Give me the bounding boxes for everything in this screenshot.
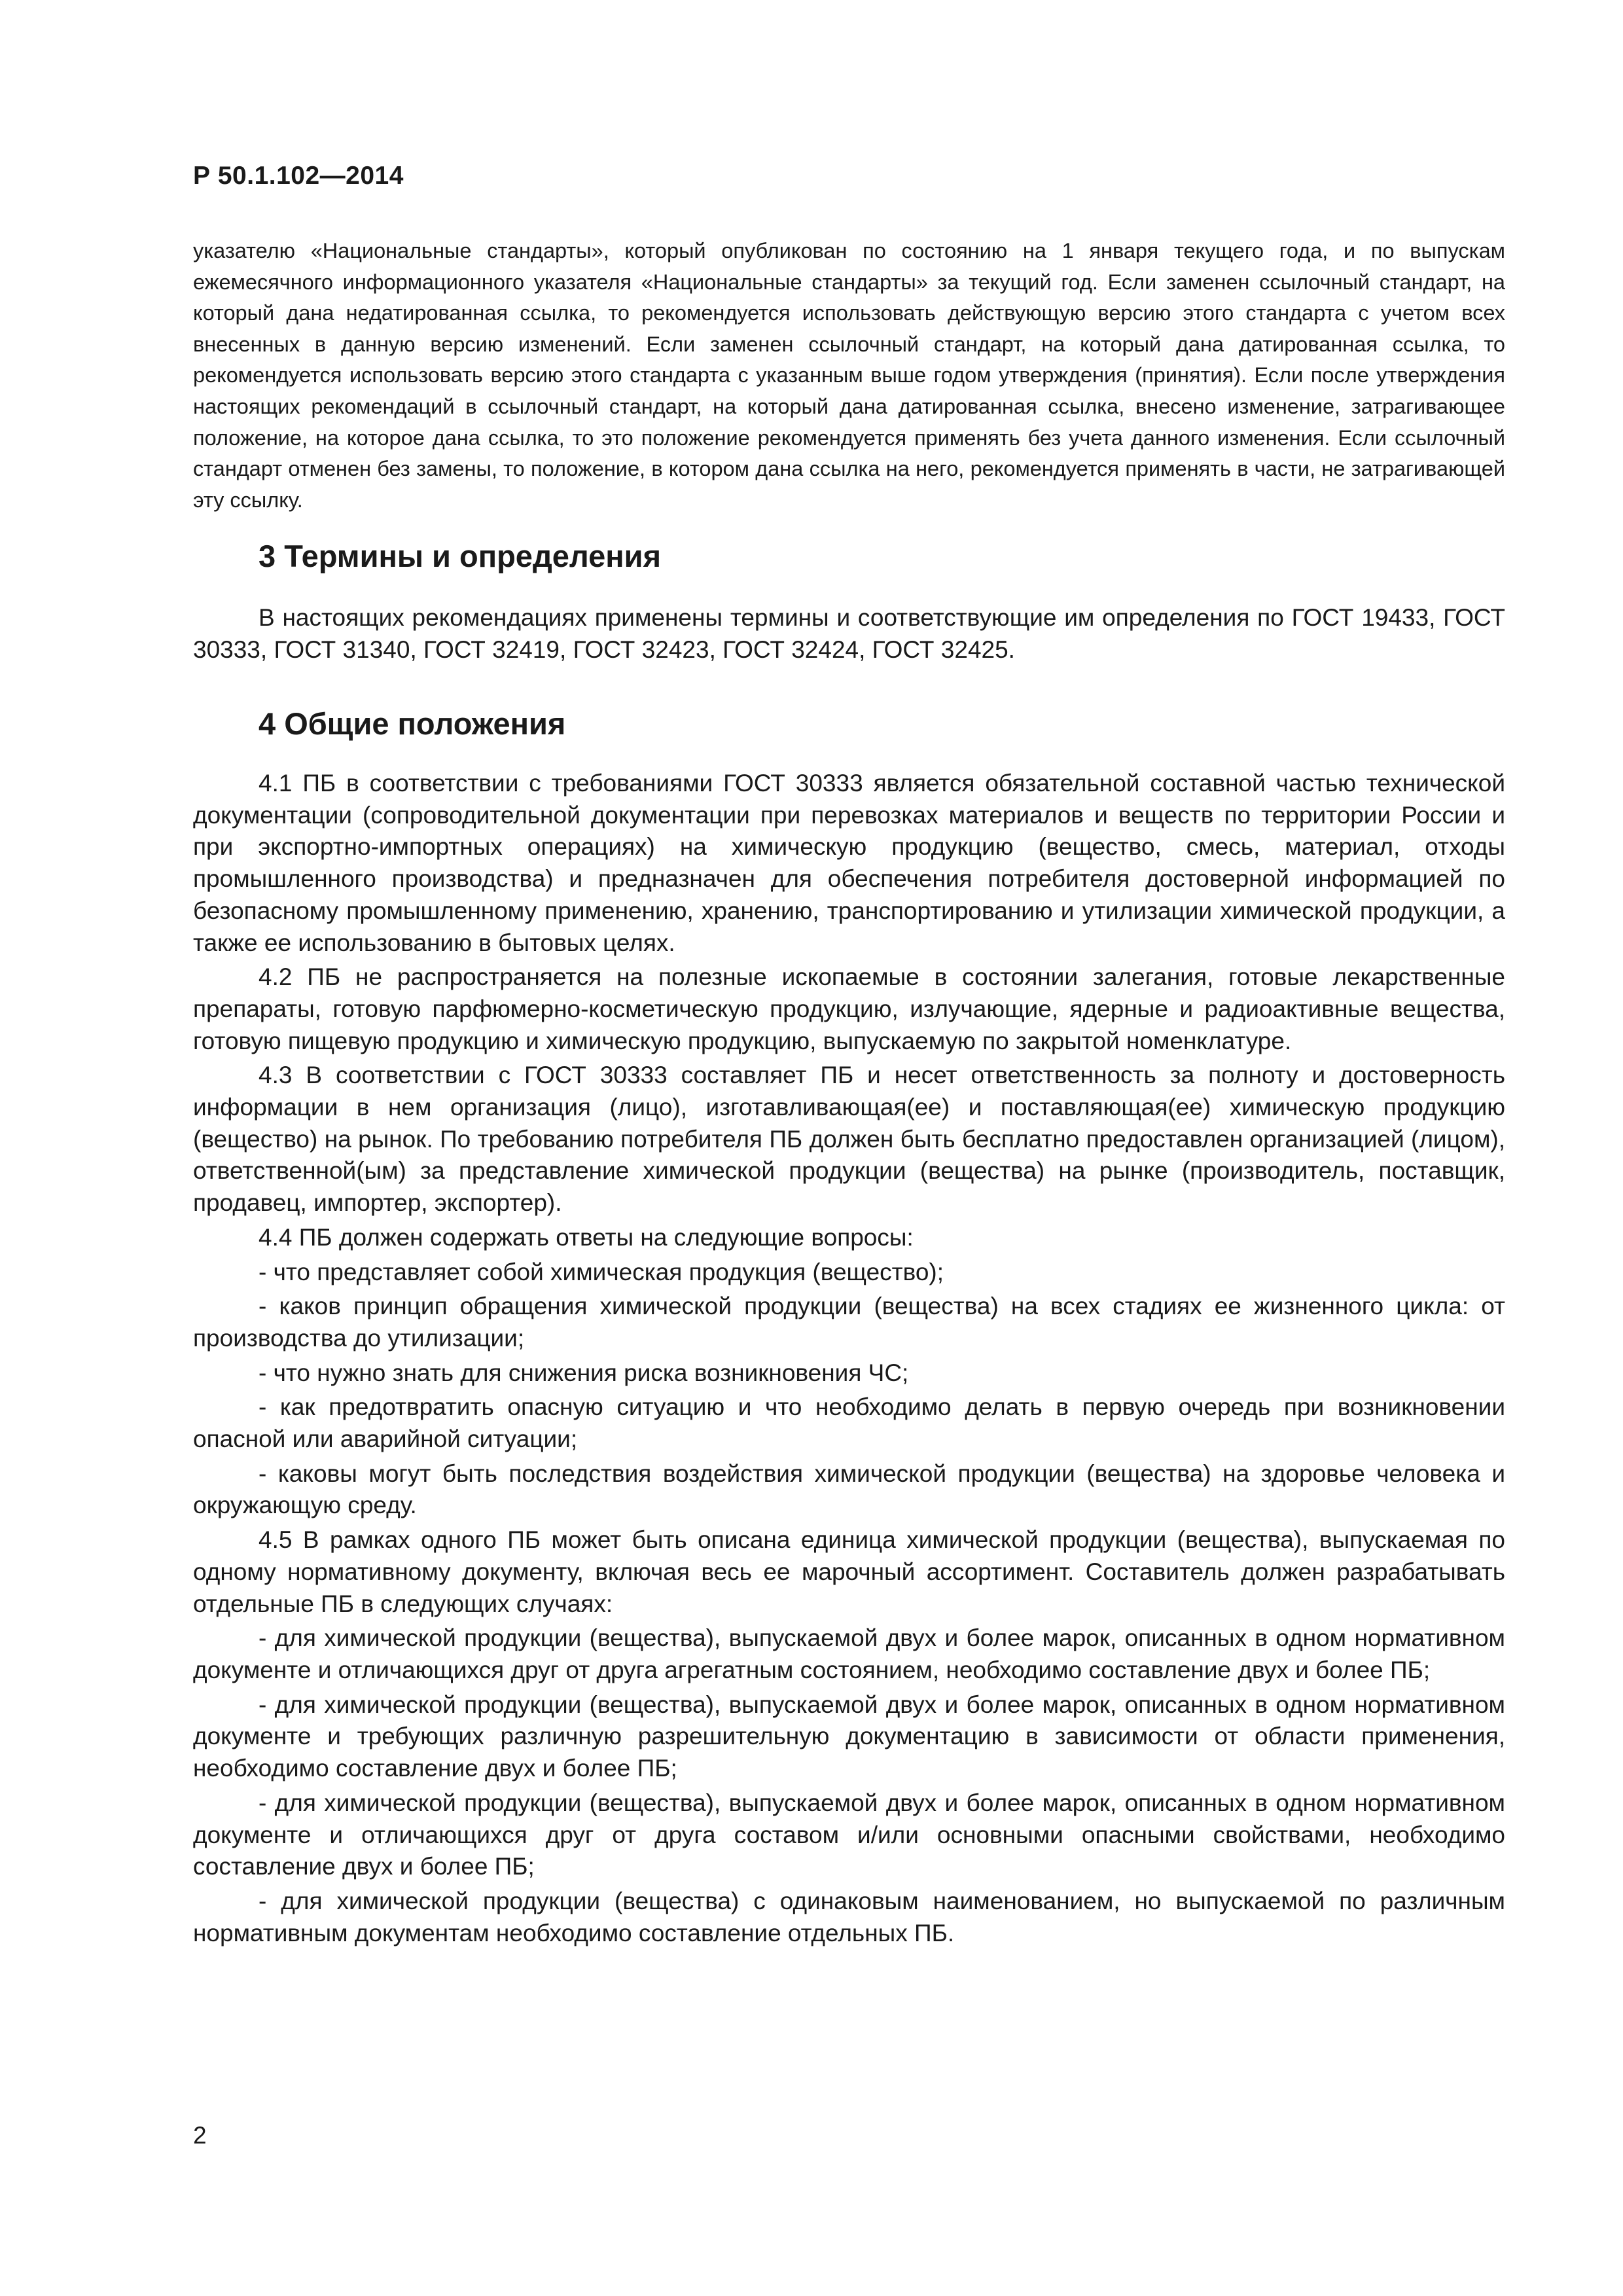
clause-4-4: 4.4 ПБ должен содержать ответы на следующие вопросы: xyxy=(259,1223,914,1251)
list-item: - для химической продукции (вещества), выпускаемой двух и более марок, описанных в одном нормативном документе и требующих различную разрешительную документацию в зависимости от области применения, необходимо составление двух и более ПБ; xyxy=(193,1691,1505,1782)
clause-4-1: 4.1 ПБ в соответствии с требованиями ГОСТ 30333 является обязательной составной частью технической документации (сопроводительной документации при перевозках материалов и веществ по территории России и при экспортно-импортных операциях) на химическую продукцию (вещество, смесь, материал, отходы промышленного производства) и предназначен для обеспечения потребителя достоверной информацией по безопасному промышленному применению, хранению, транспортированию и утилизации химической продукции, а также ее использованию в бытовых целях. xyxy=(193,770,1505,956)
intro-paragraph: указателю «Национальные стандарты», который опубликован по состоянию на 1 января текущего года, и по выпускам ежемесячного информационного указателя «Национальные стандарты» за текущий год. Если заменен ссылочный стандарт, на который дана недатированная ссылка, то рекомендуется использовать действующую версию этого стандарта с учетом всех внесенных в данную версию изменений. Если заменен ссылочный стандарт, на который дана датированная ссылка, то рекомендуется использовать версию этого стандарта с указанным выше годом утверждения (принятия). Если после утверждения настоящих рекомендаций в ссылочный стандарт, на который дана датированная ссылка, внесено изменение, затрагивающее положение, на которое дана ссылка, то это положение рекомендуется применять без учета данного изменения. Если ссылочный стандарт отменен без замены, то положение, в котором дана ссылка на него, рекомендуется применять в части, не затрагивающей эту ссылку. xyxy=(193,239,1505,512)
page-number: 2 xyxy=(193,2122,207,2149)
section-3-paragraph: В настоящих рекомендациях применены термины и соответствующие им определения по ГОСТ 19433, ГОСТ 30333, ГОСТ 31340, ГОСТ 32419, ГОСТ 32423, ГОСТ 32424, ГОСТ 32425. xyxy=(193,604,1505,663)
list-item: - как предотвратить опасную ситуацию и что необходимо делать в первую очередь при возникновении опасной или аварийной ситуации; xyxy=(193,1393,1505,1453)
document-page xyxy=(193,0,1505,2296)
list-item: - каков принцип обращения химической продукции (вещества) на всех стадиях ее жизненного цикла: от производства до утилизации; xyxy=(193,1293,1505,1352)
clause-4-3: 4.3 В соответствии с ГОСТ 30333 составляет ПБ и несет ответственность за полноту и достоверность информации в нем организация (лицо), изготавливающая(ее) и поставляющая(ее) химическую продукцию (вещество) на рынок. По требованию потребителя ПБ должен быть бесплатно предоставлен организацией (лицом), ответственной(ым) за представление химической продукции (вещества) на рынке (производитель, поставщик, продавец, импортер, экспортер). xyxy=(193,1062,1505,1217)
section-4-heading: 4 Общие положения xyxy=(259,706,566,741)
clause-4-2: 4.2 ПБ не распространяется на полезные ископаемые в состоянии залегания, готовые лекарственные препараты, готовую парфюмерно-косметическую продукцию, излучающие, ядерные и радиоактивные вещества, готовую пищевую продукцию и химическую продукцию, выпускаемую по закрытой номенклатуре. xyxy=(193,963,1505,1054)
section-general-provisions xyxy=(193,704,1505,1949)
section-4-items xyxy=(193,768,1505,1949)
section-3-heading: 3 Термины и определения xyxy=(259,539,661,573)
list-item: - для химической продукции (вещества), выпускаемой двух и более марок, описанных в одном нормативном документе и отличающихся друг от друга составом и/или основными опасными свойствами, необходимо составление двух и более ПБ; xyxy=(193,1789,1505,1880)
list-item: - что нужно знать для снижения риска возникновения ЧС; xyxy=(259,1359,909,1386)
list-item: - для химической продукции (вещества), выпускаемой двух и более марок, описанных в одном нормативном документе и отличающихся друг от друга агрегатным состоянием, необходимо составление двух и более ПБ; xyxy=(193,1624,1505,1683)
section-terms xyxy=(193,537,1505,666)
list-item: - каковы могут быть последствия воздействия химической продукции (вещества) на здоровье человека и окружающую среду. xyxy=(193,1460,1505,1519)
list-item: - для химической продукции (вещества) с одинаковым наименованием, но выпускаемой по различным нормативным документам необходимо составление отдельных ПБ. xyxy=(193,1887,1505,1946)
list-item: - что представляет собой химическая продукция (вещество); xyxy=(259,1258,944,1285)
clause-4-5: 4.5 В рамках одного ПБ может быть описана единица химической продукции (вещества), выпускаемая по одному нормативному документу, включая весь ее марочный ассортимент. Составитель должен разрабатывать отдельные ПБ в следующих случаях: xyxy=(193,1526,1505,1617)
document-code: Р 50.1.102—2014 xyxy=(193,162,404,190)
